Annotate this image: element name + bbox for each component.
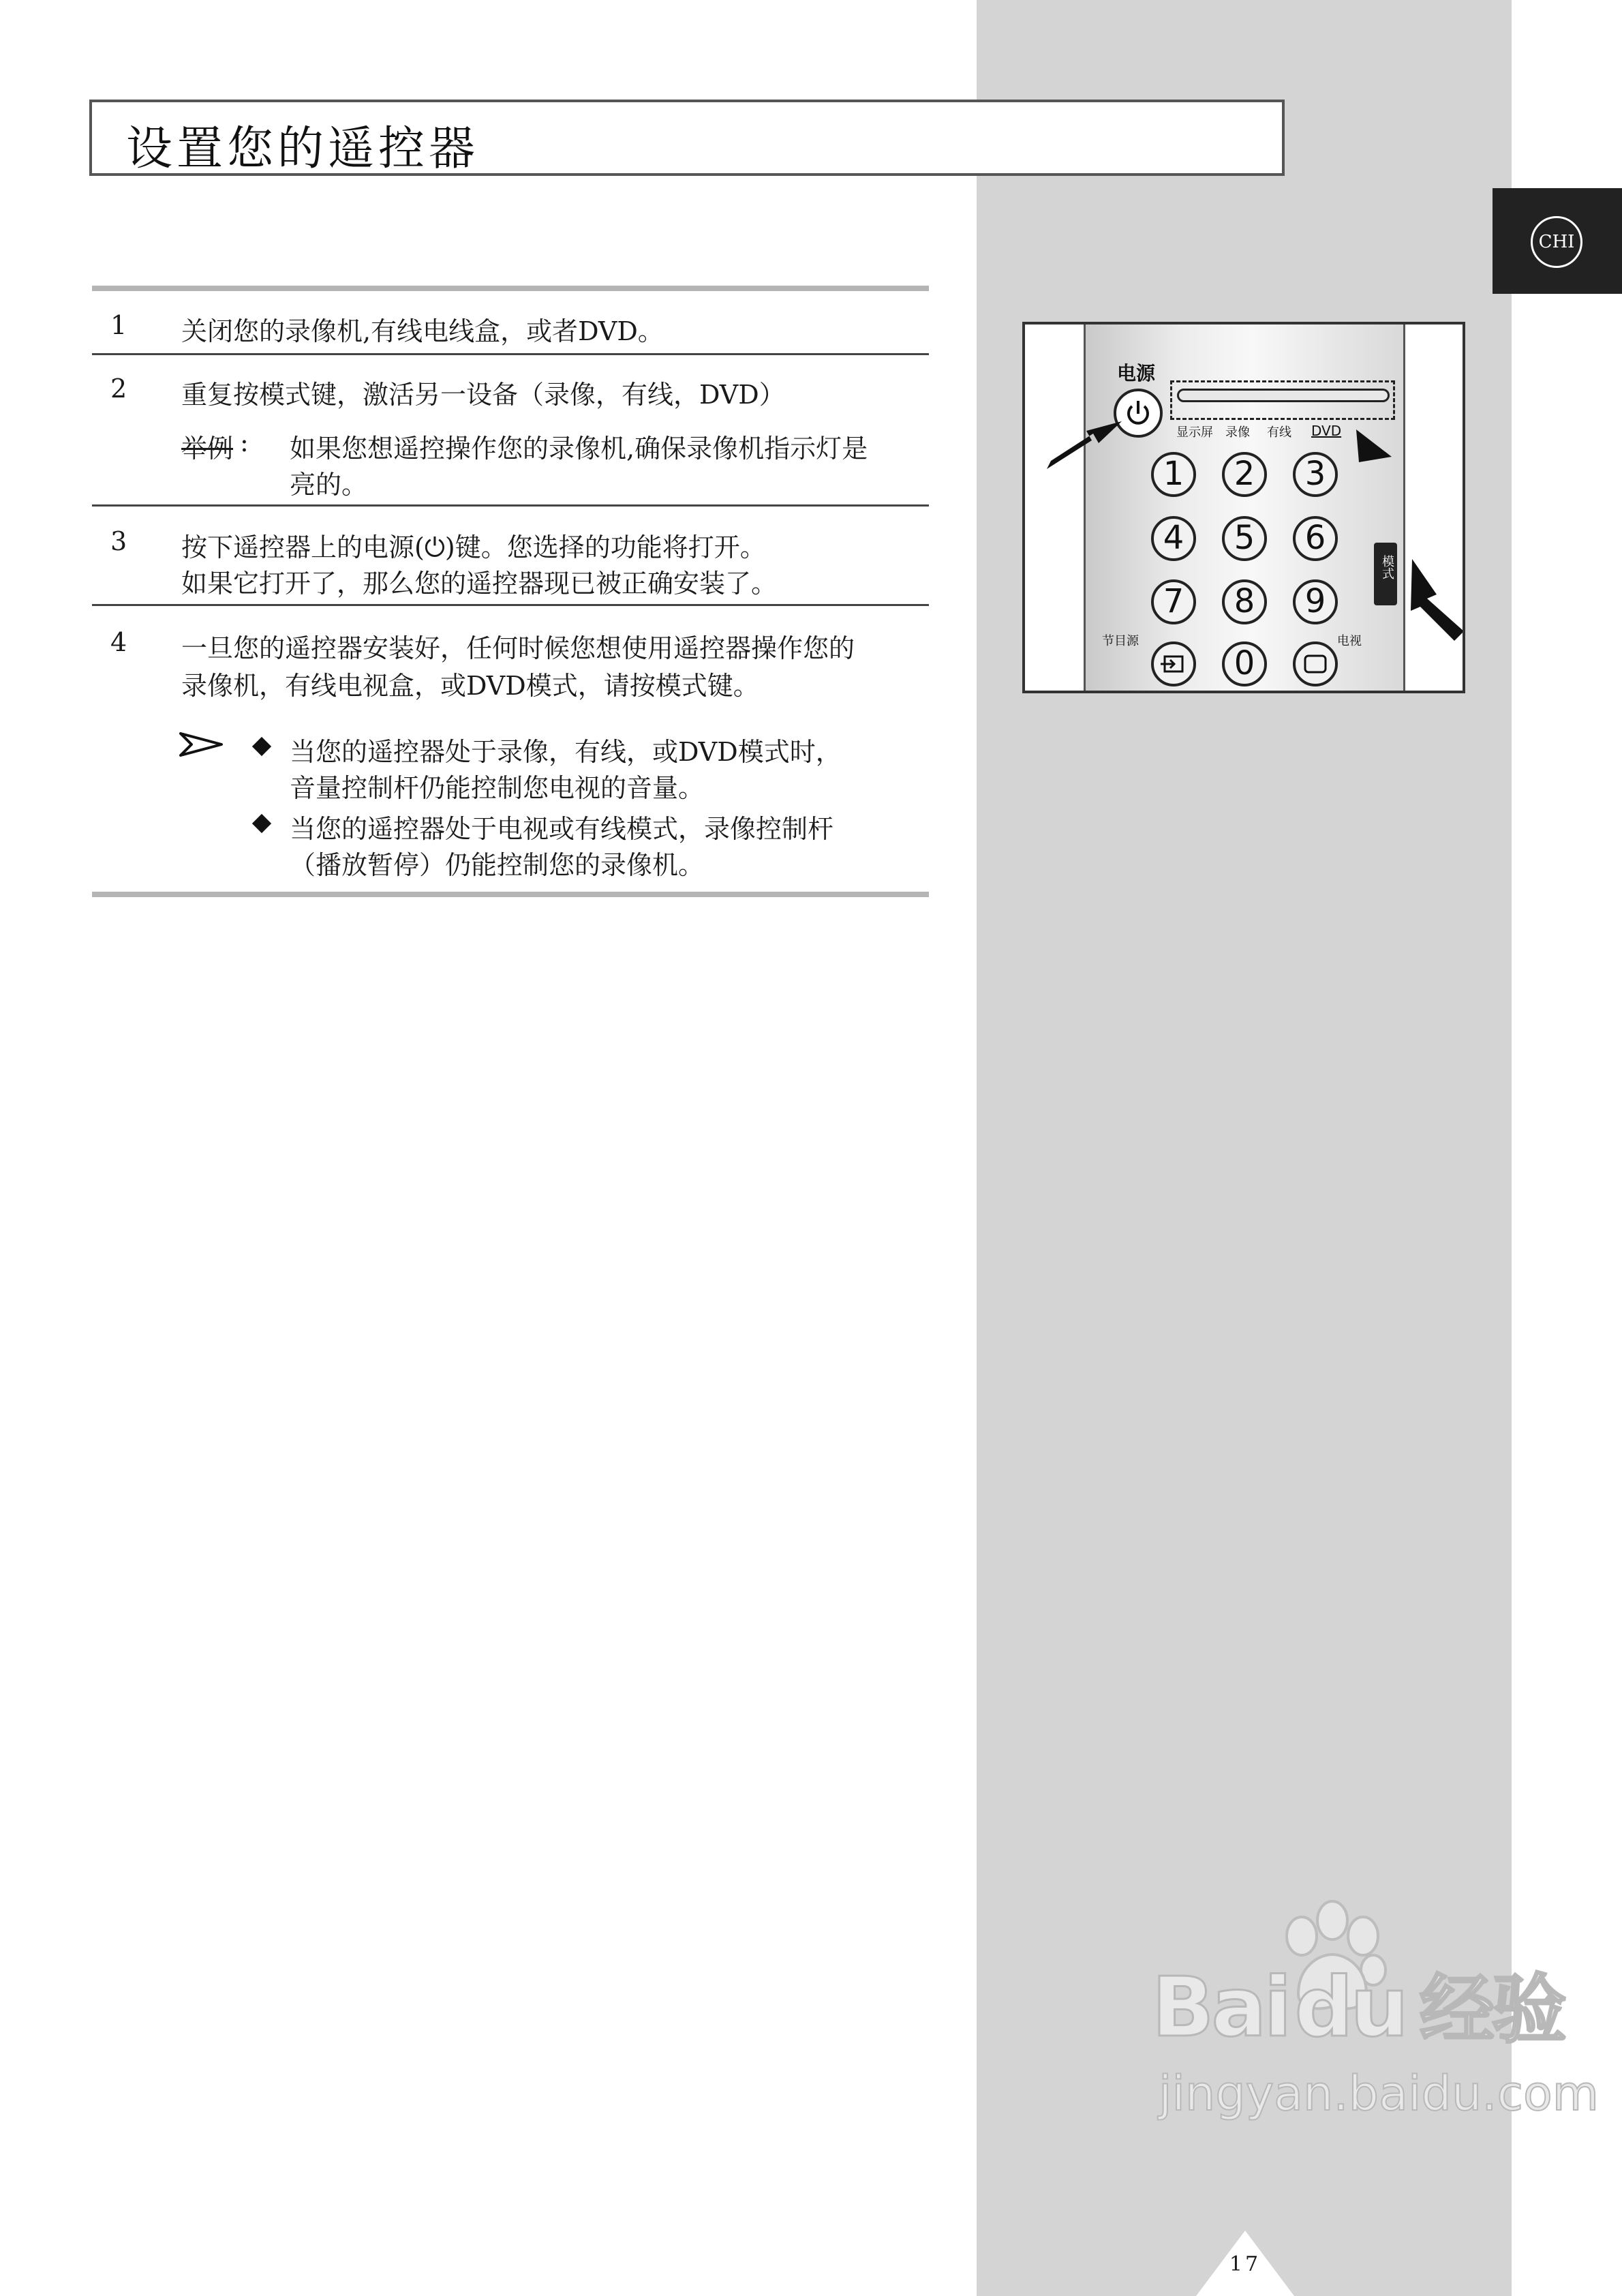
- note-1-line-1: 当您的遥控器处于录像，有线，或DVD模式时，: [290, 737, 842, 767]
- top-rule: [92, 286, 929, 291]
- key-4: 4: [1151, 516, 1196, 561]
- mode-label-display: 显示屏: [1176, 425, 1213, 440]
- key-6: 6: [1293, 516, 1338, 561]
- watermark-brand-bai: Bai: [1152, 1961, 1289, 2055]
- watermark-url: jingyan.baidu.com: [1159, 2066, 1599, 2121]
- step-4-number: 4: [110, 627, 127, 657]
- step-1-number: 1: [110, 310, 127, 340]
- step-3-line-2: 如果它打开了，那么您的遥控器现已被正确安装了。: [181, 569, 778, 599]
- side-button-label: 模式: [1380, 555, 1394, 579]
- example-colon: :: [240, 427, 249, 457]
- divider-3: [92, 604, 929, 606]
- step-4-line-2: 录像机，有线电视盒，或DVD模式，请按模式键。: [181, 671, 759, 701]
- example-label: 举例: [181, 434, 234, 464]
- pointer-arrow-icon: [1407, 556, 1465, 652]
- key-8: 8: [1222, 579, 1267, 624]
- note-1-line-2: 音量控制杆仍能控制您电视的音量。: [290, 773, 705, 803]
- key-9: 9: [1293, 579, 1338, 624]
- example-line-1: 如果您想遥控操作您的录像机,确保录像机指示灯是: [290, 434, 868, 464]
- step-2-number: 2: [110, 374, 127, 404]
- key-2: 2: [1222, 452, 1267, 497]
- step-1-text: 关闭您的录像机,有线电线盒，或者DVD。: [181, 316, 664, 346]
- source-icon: [1154, 644, 1193, 684]
- tv-label: 电视: [1337, 634, 1362, 648]
- key-5: 5: [1222, 516, 1267, 561]
- mode-label-dvd: DVD: [1311, 423, 1342, 439]
- bottom-rule: [92, 892, 929, 897]
- step-3-line-1: 按下遥控器上的电源(⏻)键。您选择的功能将打开。: [181, 532, 766, 562]
- example-line-2: 亮的。: [290, 470, 368, 500]
- note-arrow-icon: [179, 731, 224, 758]
- page-number: 17: [1229, 2252, 1261, 2276]
- mode-label-vcr: 录像: [1225, 425, 1250, 440]
- key-7: 7: [1151, 579, 1196, 624]
- pointer-arrow-icon: [1045, 406, 1127, 481]
- bullet-diamond-icon: [252, 737, 271, 756]
- mode-side-button: [1374, 543, 1397, 605]
- key-0: 0: [1222, 641, 1267, 686]
- tv-button: [1293, 641, 1338, 686]
- bullet-diamond-icon: [252, 814, 271, 833]
- mode-label-cable: 有线: [1267, 425, 1291, 440]
- power-label: 电源: [1117, 362, 1156, 384]
- tv-icon: [1296, 644, 1335, 684]
- page-title: 设置您的遥控器: [126, 122, 480, 176]
- note-2-line-1: 当您的遥控器处于电视或有线模式，录像控制杆: [290, 814, 834, 844]
- mode-bar: [1177, 389, 1390, 402]
- step-4-line-1: 一旦您的遥控器安装好，任何时候您想使用遥控器操作您的: [181, 633, 855, 663]
- step-2-text: 重复按模式键，激活另一设备（录像，有线，DVD）: [181, 380, 785, 410]
- key-3: 3: [1293, 452, 1338, 497]
- language-label: CHI: [1531, 216, 1582, 268]
- divider-1: [92, 353, 929, 355]
- step-3-number: 3: [110, 526, 127, 556]
- divider-2: [92, 504, 929, 507]
- note-2-line-2: （播放暂停）仍能控制您的录像机。: [290, 850, 705, 880]
- watermark-brand: [1152, 1950, 1564, 2057]
- watermark-suffix: 经验: [1419, 1966, 1564, 2053]
- pointer-arrow-icon: [1351, 427, 1398, 468]
- source-label: 节目源: [1102, 634, 1139, 648]
- watermark-brand-du: du: [1294, 1961, 1406, 2055]
- title-box: [89, 100, 1285, 176]
- remote-illustration: [1022, 322, 1465, 693]
- key-1: 1: [1151, 452, 1196, 497]
- language-tab: [1493, 188, 1622, 294]
- source-button: [1151, 641, 1196, 686]
